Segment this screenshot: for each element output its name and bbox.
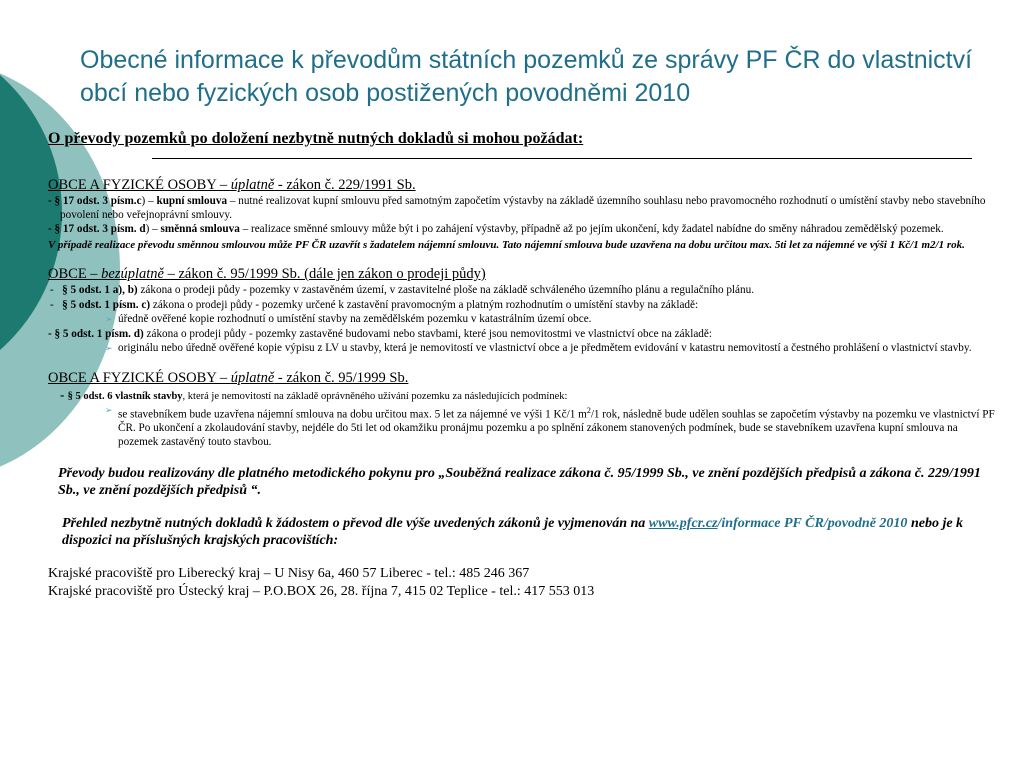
contact-liberec: Krajské pracoviště pro Liberecký kraj – U Nisy 6a, 460 57 Liberec - tel.: 485 246 367 (48, 566, 530, 582)
sub-list-item: ➢ úředně ověřené kopie rozhodnutí o umístění stavby na zemědělském pozemku v katastrálním území obce. (118, 313, 998, 327)
sub-list-item: ➢ se stavebníkem bude uzavřena nájemní smlouva na dobu určitou max. 5 let za nájemné ve výši 1 Kč/1 $m^2/1$ rok, následně bude udělen souhlas se započetím výstavby na pozemku ve vlastnictví PF ČR. Po ukončení a zkolaudování stavby, nejdéle do 5ti let od okamžiku pronájmu pozemku a po splnění zákonem stanovených podmínek, bude se stavebníkem uzavřena kupní smlouva na pozemek zastavěný touto stavbou. (105, 406, 995, 448)
contacts (48, 565, 998, 601)
section-heading-3: OBCE A FYZICKÉ OSOBY – úplatně - zákon č. 95/1999 Sb. (48, 369, 409, 386)
arrow-bullet-icon: ➢ (105, 344, 113, 354)
contact-usti: Krajské pracoviště pro Ústecký kraj – P.O.BOX 26, 28. října 7, 415 02 Teplice - tel.: 417 553 013 (48, 584, 595, 600)
divider-line (152, 158, 972, 159)
list-item: - § 5 odst. 1 a), b) zákona o prodeji půdy - pozemky v zastavěném území, v zastavitelné ploše na základě schváleného územního plánu a regulačního plánu. (50, 284, 754, 296)
lead-heading: O převody pozemků po doložení nezbytně nutných dokladů si mohou požádat: (48, 130, 584, 147)
pfcr-link[interactable]: www.pfcr.cz (648, 516, 718, 532)
slide-title: Obecné informace k převodům státních pozemků ze správy PF ČR do vlastnictví obcí nebo fyzických osob postižených povodněmi 2010 (80, 46, 973, 107)
list-item: - § 5 odst. 1 písm. c) zákona o prodeji půdy - pozemky určené k zastavění pravomocným a platným rozhodnutím o umístění stavby na základě: (50, 298, 699, 311)
list-item: - § 17 odst. 3 písm.c) – kupní smlouva – nutné realizovat kupní smlouvu před samotným započetím výstavby na základě územního souhlasu nebo pravomocného rozhodnutí o umístění stavby nebo stavebního povolení nebo veřejnoprávní smlouvy. (48, 195, 986, 221)
methodology-paragraph: Převody budou realizovány dle platného metodického pokynu pro „Souběžná realizace zákona č. 95/1999 Sb., ve znění pozdějších předpisů a zákona č. 229/1991 Sb., ve znění pozdějších předpisů “. (58, 466, 981, 499)
sub-list-item: ➢ originálu nebo úředně ověřené kopie výpisu z LV u stavby, která je nemovitostí ve vlastnictví obce a je předmětem evidování v katastru nemovitostí a čestného prohlášení o vlastnictví stavby. (118, 342, 998, 356)
list-item: - § 17 odst. 3 písm. d) – směnná smlouva – realizace směnné smlouvy může být i po zahájení výstavby, případně až po jejím ukončení, kdy žadatel nabídne do směny náhradou zemědělský pozemek. (48, 223, 944, 235)
arrow-bullet-icon: ➢ (105, 315, 113, 325)
section-heading-1: OBCE A FYZICKÉ OSOBY – úplatně - zákon č. 229/1991 Sb. (48, 177, 416, 193)
list-item: - § 5 odst. 6 vlastník stavby, která je nemovitostí na základě oprávněného užívání pozemku za následujících podmínek: (60, 386, 568, 402)
section-heading-2: OBCE – bezúplatně – zákon č. 95/1999 Sb. (dále jen zákon o prodeji půdy) (48, 266, 486, 282)
arrow-bullet-icon: ➢ (105, 406, 113, 416)
list-item: - § 5 odst. 1 písm. d) zákona o prodeji půdy - pozemky zastavěné budovami nebo stavbami, které jsou nemovitostmi ve vlastnictví obce na základě: (48, 327, 712, 340)
lease-note: V případě realizace převodu směnnou smlouvou může PF ČR uzavřít s žadatelem nájemní smlouvu. Tato nájemní smlouva bude uzavřena na dobu určitou max. 5ti let za nájemné ve výši 1 Kč/1 m2/1 rok. (48, 238, 965, 251)
documents-paragraph: Přehled nezbytně nutných dokladů k žádostem o převod dle výše uvedených zákonů je vyjmenován na www.pfcr.cz/informace PF ČR/povodně 2010 nebo je k dispozici na příslušných krajských pracovištích: (62, 516, 964, 549)
slide-content (48, 130, 998, 601)
